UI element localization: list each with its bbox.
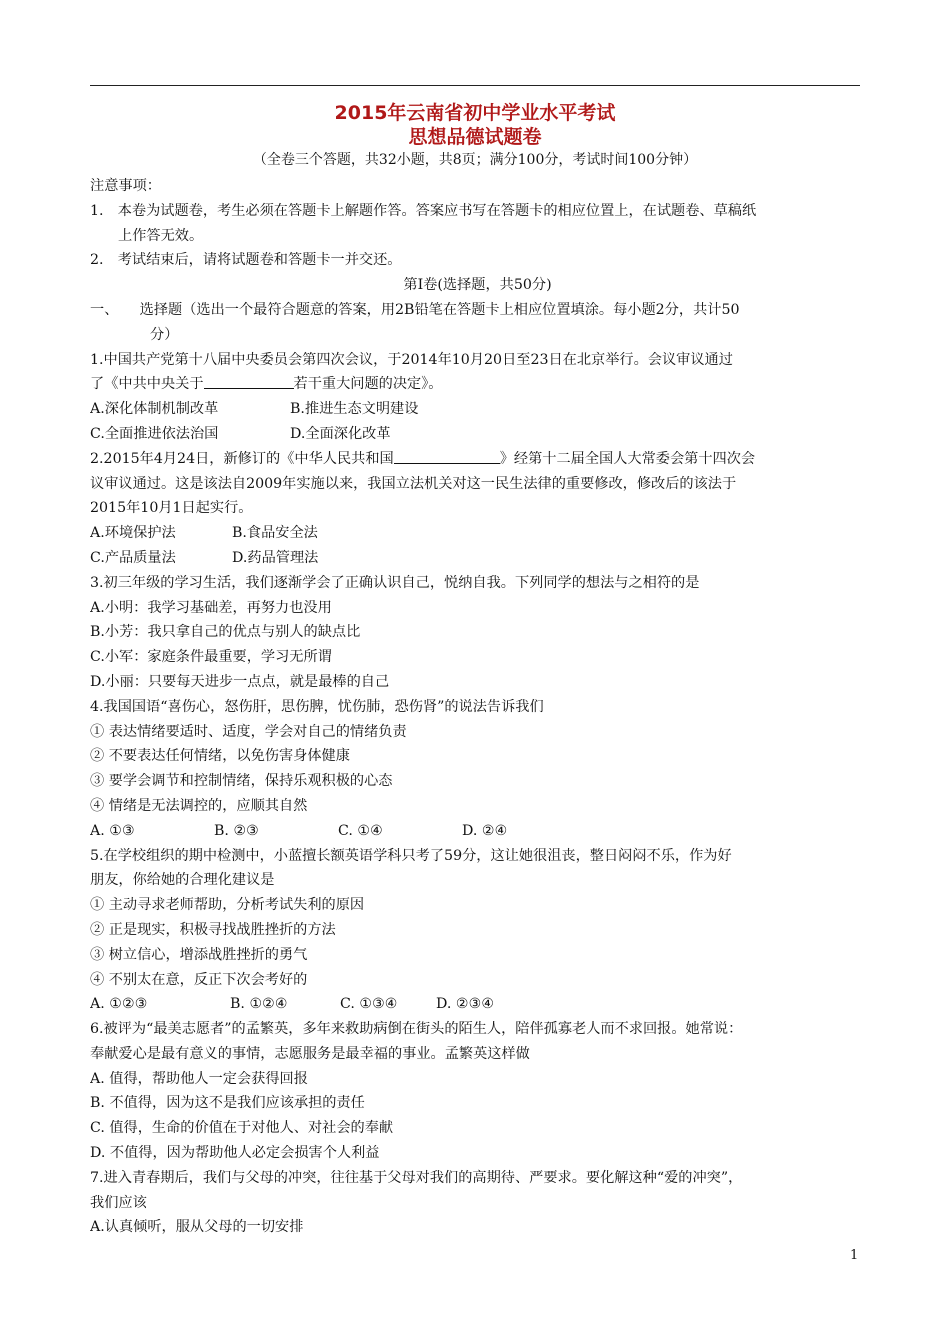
q4-statement-3: ③ 要学会调节和控制情绪，保持乐观积极的心态 [90,773,393,790]
q1-stem: 1.中国共产党第十八届中央委员会第四次会议，于2014年10月20日至23日在北京举行。会议审议通过 [90,351,733,368]
part1-heading: 第Ⅰ卷(选择题，共50分) [403,277,552,294]
notice-item-1-cont: 上作答无效。 [118,227,204,244]
q2-stem-cont: 议审议通过。这是该法自2009年实施以来，我国立法机关对这一民生法律的重要修改，修改后的该法于 [90,475,737,492]
q4-options [90,819,865,844]
q1-blank [204,374,294,389]
q6-option-c: C. 值得，生命的价值在于对他人、对社会的奉献 [90,1120,394,1137]
q2-option-b: B.食品安全法 [232,525,318,542]
q2-option-a: A.环境保护法 [90,525,176,542]
notice-heading: 注意事项： [90,178,161,194]
notice-item-1: 1. 本卷为试题卷，考生必须在答题卡上解题作答。答案应书写在答题卡的相应位置上，在试题卷、草稿纸 [90,202,757,219]
q4-option-c: C. ①④ [338,822,383,839]
q3-option-d: D.小丽：只要每天进步一点点，就是最棒的自己 [90,673,390,690]
q1-options-row2 [90,422,865,447]
q2-option-d: D.药品管理法 [232,549,319,566]
q3-option-b: B.小芳：我只拿自己的优点与别人的缺点比 [90,624,361,641]
q2-options-row2 [90,546,865,571]
q2-stem [90,447,865,472]
q5-option-b: B. ①②④ [230,996,288,1013]
q2-stem-cont2: 2015年10月1日起实行。 [90,500,253,517]
q7-stem-cont: 我们应该 [90,1194,147,1211]
q4-option-a: A. ①③ [90,822,135,839]
q5-statement-3: ③ 树立信心，增添战胜挫折的勇气 [90,946,308,963]
q2-blank [394,449,500,464]
section-heading-cont: 分） [150,326,179,343]
q4-option-b: B. ②③ [214,822,259,839]
q3-stem: 3.初三年级的学习生活，我们逐渐学会了正确认识自己，悦纳自我。下列同学的想法与之相符的是 [90,574,700,591]
q4-statement-2: ② 不要表达任何情绪，以免伤害身体健康 [90,748,350,765]
q5-option-a: A. ①②③ [90,996,148,1013]
q7-stem: 7.进入青春期后，我们与父母的冲突，往往基于父母对我们的高期待、严要求。要化解这种“爱的冲突”， [90,1169,743,1186]
q1-options-row1 [90,397,865,422]
q1-stem-post: 若干重大问题的决定》。 [293,376,443,393]
q6-option-b: B. 不值得，因为这不是我们应该承担的责任 [90,1095,365,1112]
q1-option-c: C.全面推进依法治国 [90,425,219,442]
q1-option-b: B.推进生态文明建设 [290,401,419,418]
q5-option-c: C. ①③④ [340,996,398,1013]
q3-option-c: C.小军：家庭条件最重要，学习无所谓 [90,649,332,666]
q1-stem-cont [90,372,865,397]
q3-option-a: A.小明：我学习基础差，再努力也没用 [90,599,332,616]
header-rule [90,85,860,86]
q4-option-d: D. ②④ [462,822,508,839]
q6-stem-cont: 奉献爱心是最有意义的事情，志愿服务是最幸福的事业。孟繁英这样做 [90,1045,530,1062]
q2-stem-post: 》经第十二届全国人大常委会第十四次会 [499,450,756,467]
q1-stem-pre: 了《中共中央关于 [90,376,204,393]
q1-option-a: A.深化体制机制改革 [90,401,219,418]
q6-option-a: A. 值得，帮助他人一定会获得回报 [90,1070,308,1087]
q6-option-d: D. 不值得，因为帮助他人必定会损害个人利益 [90,1145,380,1162]
exam-body [90,174,865,1240]
q5-statement-2: ② 正是现实，积极寻找战胜挫折的方法 [90,921,336,938]
notice-item-2: 2. 考试结束后，请将试题卷和答题卡一并交还。 [90,252,402,269]
exam-title: 2015年云南省初中学业水平考试 [334,102,616,124]
page-number: 1 [850,1248,859,1263]
section-heading: 一、 选择题（选出一个最符合题意的答案，用2B铅笔在答题卡上相应位置填涂。每小题2分，共计50 [90,301,740,318]
exam-subtitle: 思想品德试题卷 [408,126,542,148]
q4-stem: 4.我国国语“喜伤心，怒伤肝，思伤脾，忧伤肺，恐伤肾”的说法告诉我们 [90,698,544,715]
q6-stem: 6.被评为“最美志愿者”的孟繁英，多年来救助病倒在街头的陌生人，陪伴孤寡老人而不求回报。她常说： [90,1021,743,1038]
q5-stem: 5.在学校组织的期中检测中，小蓝擅长额英语学科只考了59分，这让她很沮丧，整日闷闷不乐，作为好 [90,847,732,864]
q5-options [90,992,865,1017]
q2-option-c: C.产品质量法 [90,549,176,566]
exam-note: （全卷三个答题，共32小题，共8页；满分100分，考试时间100分钟） [252,152,698,168]
q5-statement-4: ④ 不别太在意，反正下次会考好的 [90,971,308,988]
q5-statement-1: ① 主动寻求老师帮助，分析考试失利的原因 [90,897,365,914]
q4-statement-1: ① 表达情绪要适时、适度，学会对自己的情绪负责 [90,723,407,740]
q1-option-d: D.全面深化改革 [290,425,391,442]
q4-statement-4: ④ 情绪是无法调控的，应顺其自然 [90,797,308,814]
q5-stem-cont: 朋友，你给她的合理化建议是 [90,872,275,889]
q2-stem-pre: 2.2015年4月24日，新修订的《中华人民共和国 [90,450,394,467]
q2-options-row1 [90,521,865,546]
q5-option-d: D. ②③④ [436,996,495,1013]
q7-option-a: A.认真倾听，服从父母的一切安排 [90,1219,304,1236]
